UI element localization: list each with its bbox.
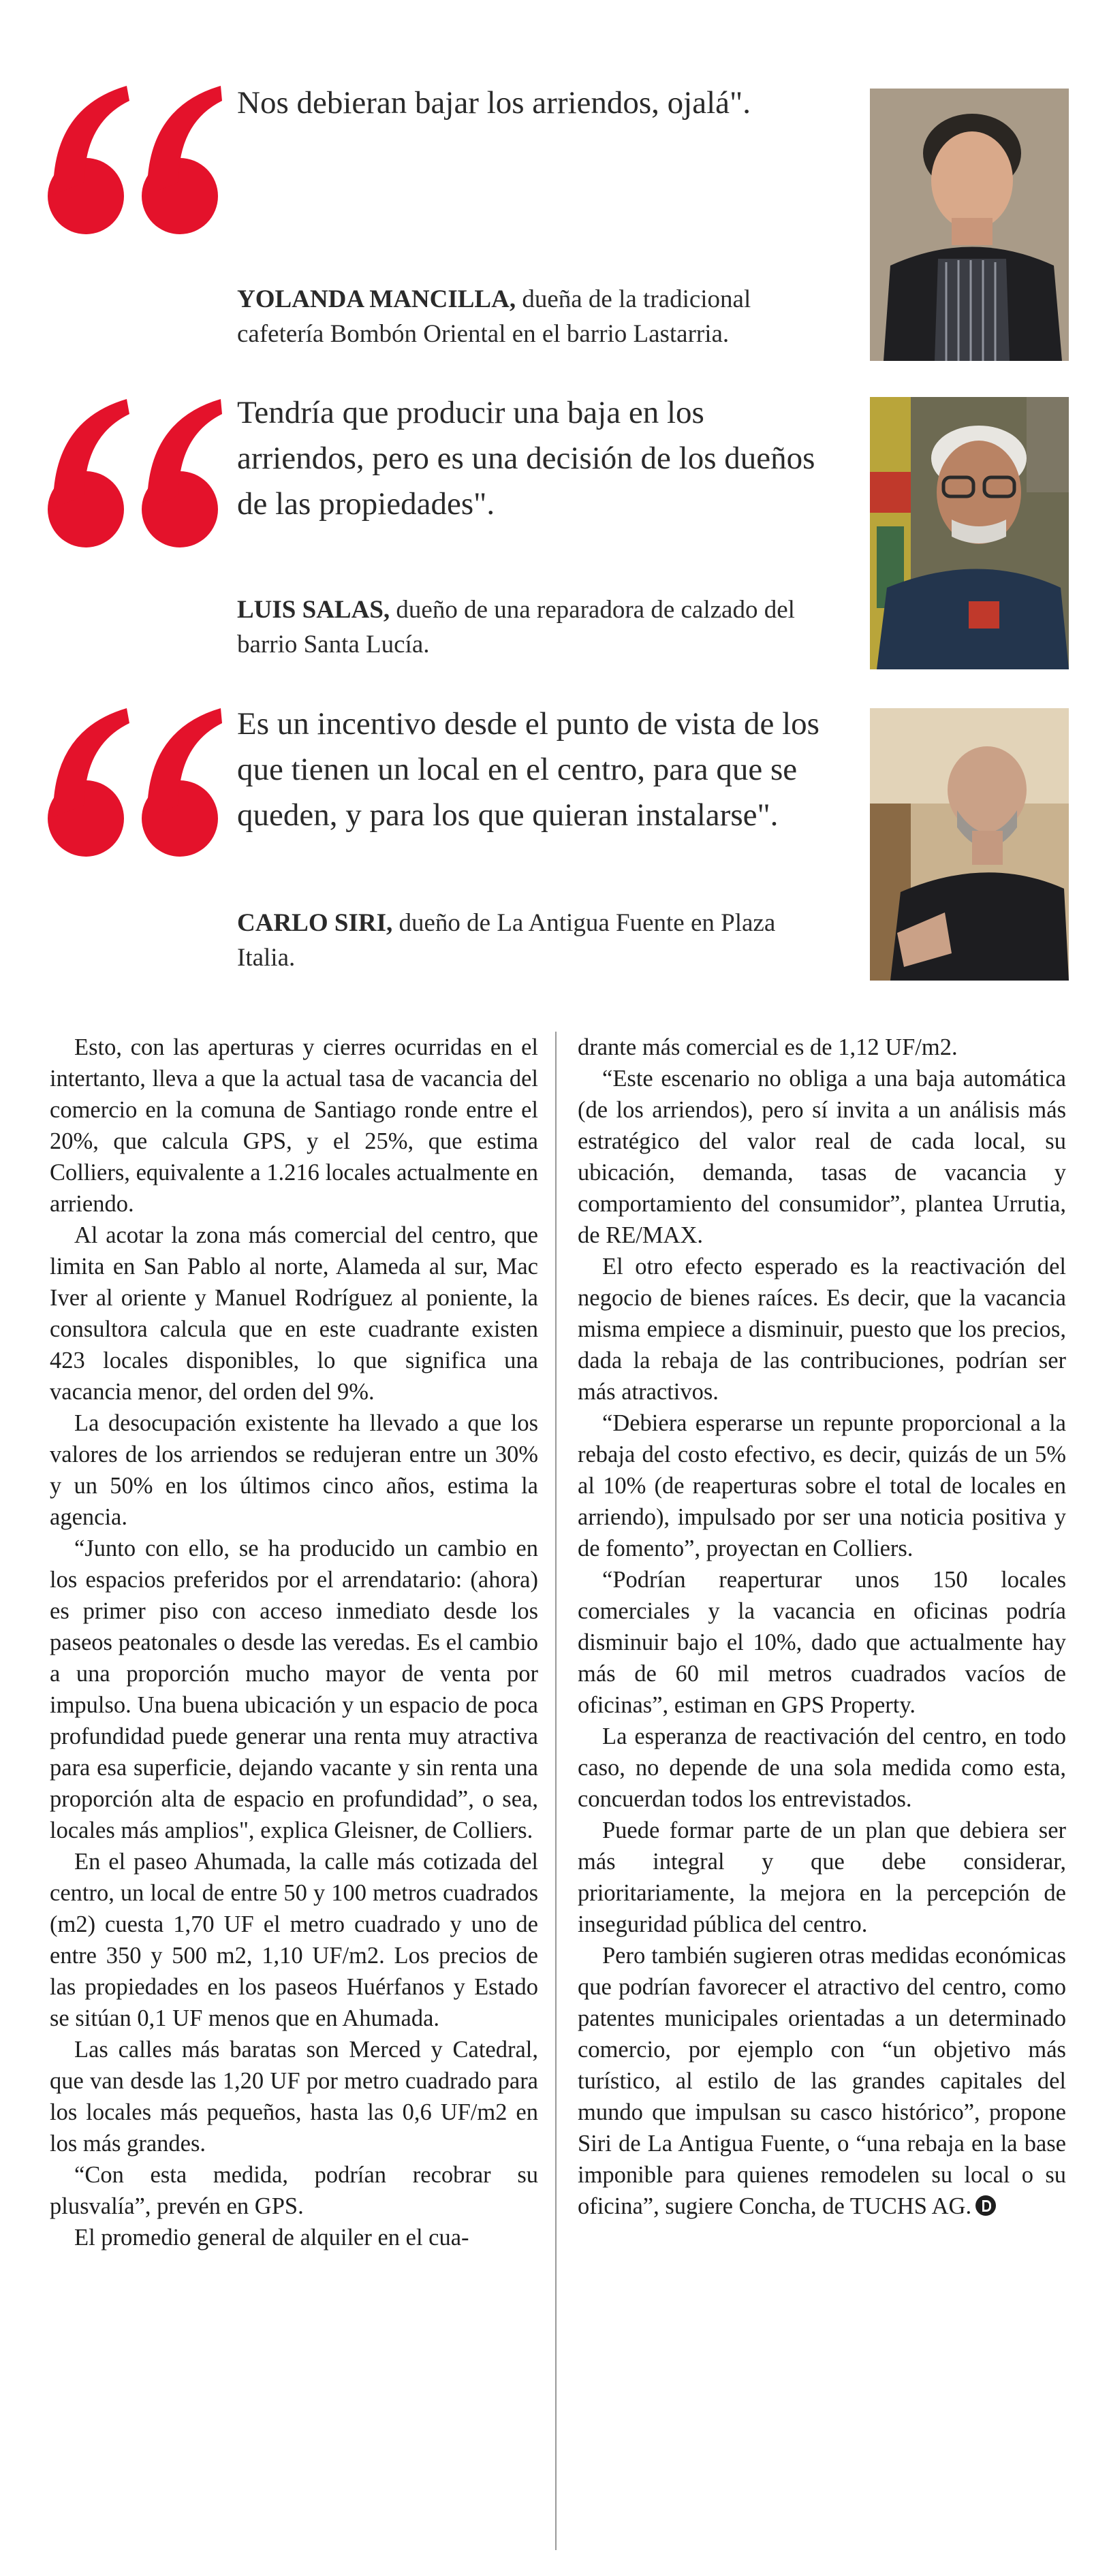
paragraph: drante más comercial es de 1,12 UF/m2.: [578, 1034, 958, 1060]
quote-attribution: [237, 906, 837, 975]
paragraph: En el paseo Ahumada, la calle más cotizada del centro, un local de entre 50 y 100 metros cuadrados (m2) cuesta 1,70 UF el metro cuadrado y uno de entre 350 y 500 m2, 1,10 UF/m2. Los precios de las propiedades en los paseos Huérfanos y Estado se sitúan 0,1 UF menos que en Ahumada.: [50, 1849, 538, 2031]
portrait-photo-luis: [870, 397, 1069, 669]
speaker-name: YOLANDA MANCILLA,: [237, 285, 516, 313]
paragraph: El promedio general de alquiler en el cua-: [74, 2225, 469, 2251]
article-column-2: [578, 1032, 1066, 2222]
paragraph: Al acotar la zona más comercial del centro, que limita en San Pablo al norte, Alameda al sur, Mac Iver al oriente y Manuel Rodríguez al poniente, la consultora calcula que en este cuadrante existen 423 locales disponibles, lo que significa una vacancia menor, del orden del 9%.: [50, 1222, 538, 1405]
article-column-1: [50, 1032, 538, 2253]
paragraph: “Con esta medida, podrían recobrar su plusvalía”, prevén en GPS.: [50, 2162, 538, 2219]
paragraph: La desocupación existente ha llevado a que los valores de los arriendos se redujeran entre un 30% y un 50% en los últimos cinco años, estima la agencia.: [50, 1410, 538, 1530]
column-divider: [555, 1032, 557, 2550]
paragraph: “Debiera esperarse un repunte proporcional a la rebaja del costo efectivo, es decir, quizás de un 5% al 10% (de reaperturas sobre el total de locales en arriendo), impulsado por ser una noticia positiva y de fomento”, proyectan en Colliers.: [578, 1410, 1066, 1561]
publication-logo-icon: [975, 2195, 996, 2216]
quote-text: Nos debieran bajar los arriendos, ojalá".: [237, 85, 751, 121]
paragraph: “Este escenario no obliga a una baja automática (de los arriendos), pero sí invita a un análisis más estratégico del valor real de cada local, su ubicación, demanda, tasas de vacancia y comportamiento del consumidor”, plantea Urrutia, de RE/MAX.: [578, 1066, 1066, 1248]
quote-mark-icon: [46, 80, 223, 237]
paragraph: La esperanza de reactivación del centro, en todo caso, no depende de una sola medida como esta, concuerdan todos los entrevistados.: [578, 1723, 1066, 1812]
quote-text: Tendría que producir una baja en los arriendos, pero es una decisión de los dueños de las propiedades".: [237, 395, 815, 522]
quote-attribution: [237, 592, 837, 662]
quote-mark-icon: [46, 394, 223, 550]
quote-text: Es un incentivo desde el punto de vista de los que tienen un local en el centro, para que se queden, y para los que quieran instalarse".: [237, 706, 819, 833]
portrait-photo-carlo: [870, 708, 1069, 981]
quote-mark-icon: [46, 703, 223, 859]
speaker-role: dueño de La Antigua Fuente en Plaza Italia.: [237, 909, 776, 972]
paragraph-last: [578, 1940, 1066, 2222]
speaker-name: CARLO SIRI,: [237, 909, 393, 937]
paragraph: Esto, con las aperturas y cierres ocurridas en el intertanto, lleva a que la actual tasa de vacancia del comercio en la comuna de Santiago ronde entre el 20%, que calcula GPS, y el 25%, que estima Colliers, equivalente a 1.216 locales actualmente en arriendo.: [50, 1034, 538, 1217]
paragraph: “Junto con ello, se ha producido un cambio en los espacios preferidos por el arrendatario: (ahora) es primer piso con acceso inmediato desde los paseos peatonales o desde las veredas. Es el cambio a una proporción mucho mayor de venta por impulso. Una buena ubicación y un espacio de poca profundidad puede generar una renta muy atractiva para esa superficie, dejando vacante y sin renta una proporción alta de espacio en profundidad”, o sea, locales más amplios", explica Gleisner, de Colliers.: [50, 1536, 538, 1843]
paragraph: El otro efecto esperado es la reactivación del negocio de bienes raíces. Es decir, que la vacancia misma empiece a disminuir, puesto que los precios, dada la rebaja de las contribuciones, podrían ser más atractivos.: [578, 1254, 1066, 1405]
paragraph: Las calles más baratas son Merced y Catedral, que van desde las 1,20 UF por metro cuadrado para los locales más pequeños, hasta las 0,6 UF/m2 en los más grandes.: [50, 2037, 538, 2157]
paragraph-text: Pero también sugieren otras medidas económicas que podrían favorecer el atractivo del centro, como patentes municipales orientadas a un determinado comercio, por ejemplo con “un objetivo más turístico, al estilo de las grandes capitales del mundo que impulsan su casco histórico”, propone Siri de La Antigua Fuente, o “una rebaja en la base imponible para quienes remodelen su local o su oficina”, sugiere Concha, de TUCHS AG.: [578, 1943, 1066, 2219]
quote-attribution: [237, 282, 837, 351]
portrait-photo-yolanda: [870, 89, 1069, 361]
paragraph: “Podrían reaperturar unos 150 locales comerciales y la vacancia en oficinas podría disminuir bajo el 10%, dado que actualmente hay más de 60 mil metros cuadrados vacíos de oficinas”, estiman en GPS Property.: [578, 1567, 1066, 1718]
paragraph: Puede formar parte de un plan que debiera ser más integral y que debe considerar, prioritariamente, la mejora en la percepción de inseguridad pública del centro.: [578, 1817, 1066, 1937]
speaker-role: dueño de una reparadora de calzado del barrio Santa Lucía.: [237, 596, 795, 658]
speaker-name: LUIS SALAS,: [237, 596, 390, 624]
speaker-role: dueña de la tradicional cafetería Bombón Oriental en el barrio Lastarria.: [237, 285, 751, 348]
